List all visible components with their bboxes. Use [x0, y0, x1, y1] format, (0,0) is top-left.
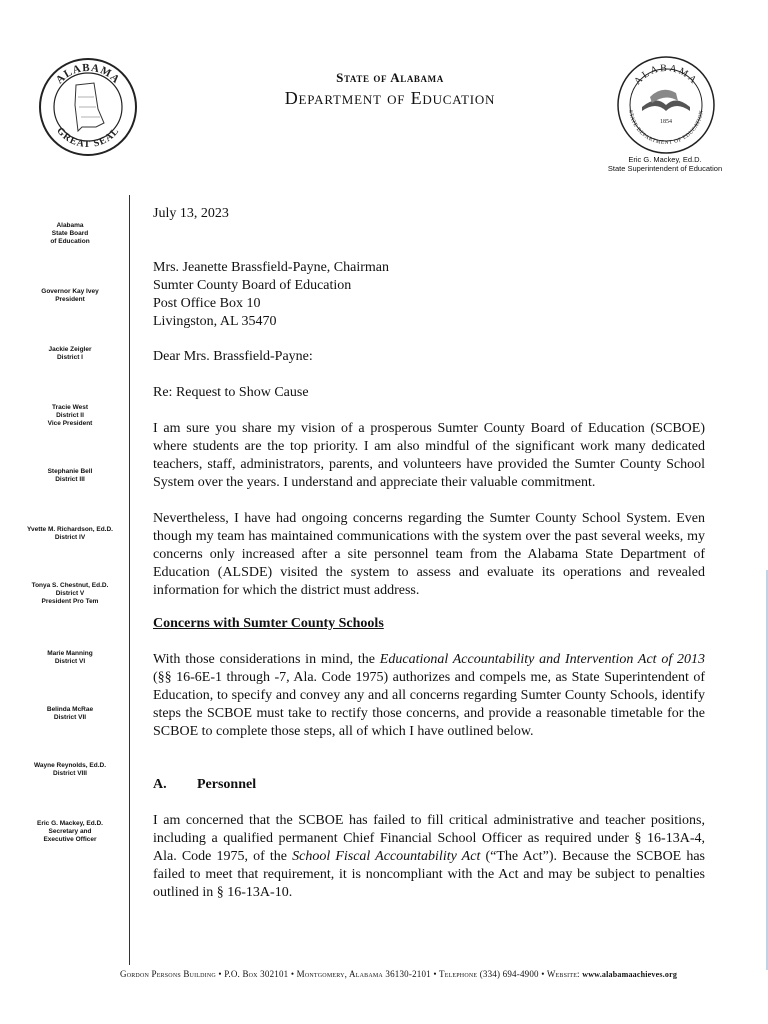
- letter-date: July 13, 2023: [153, 206, 229, 221]
- svg-text:GREAT SEAL: [54, 125, 121, 150]
- board-member: Jackie Zeigler District I: [48, 346, 92, 361]
- left-seal-text: ALABAMA: [53, 61, 123, 87]
- right-seal-text: ALABAMA: [632, 62, 700, 88]
- board-member: Tonya S. Chestnut, Ed.D. District V President Pro Tem: [31, 582, 109, 605]
- subject-line: Re: Request to Show Cause: [153, 385, 309, 400]
- salutation: Dear Mrs. Brassfield-Payne:: [153, 349, 313, 364]
- board-member: Eric G. Mackey, Ed.D. Secretary and Executive Officer: [37, 820, 103, 843]
- recipient-address: Mrs. Jeanette Brassfield-Payne, Chairman Sumter County Board of Education Post Office Box 10 Livingston, AL 35470: [153, 260, 389, 329]
- board-member: Tracie West District II Vice President: [47, 404, 93, 427]
- alabama-great-seal-logo: [38, 57, 138, 157]
- state-name: State of Alabama: [336, 70, 444, 85]
- right-seal-year: 1854: [660, 119, 672, 125]
- board-member: Belinda McRae District VII: [46, 706, 94, 721]
- paragraph: Nevertheless, I have had ongoing concerns regarding the Sumter County School System. Even though my team has maintained communications with the system over the past several weeks, my concerns only increased after a site personnel team from the Alabama State Department of Education (ALSDE) visited the system to assess and evaluate its operations and revealed information for which the district must address.: [153, 511, 705, 598]
- letterhead-footer: [120, 969, 760, 979]
- left-seal-bottom-text: GREAT SEAL: [54, 125, 122, 151]
- superintendent-title: State Superintendent of Education: [607, 164, 723, 173]
- board-member: Governor Kay Ivey President: [41, 288, 99, 303]
- letterhead-title: [200, 70, 580, 109]
- board-member: Wayne Reynolds, Ed.D. District VIII: [34, 762, 106, 777]
- svg-text:STATE DEPARTMENT OF EDUCATION: [627, 110, 705, 146]
- department-name: Department of Education: [284, 88, 496, 108]
- paragraph: I am sure you share my vision of a prosperous Sumter County Board of Education (SCBOE) where students are the top priority. I am also mindful of the significant work many dedicated teachers, staff, administrators, parents, and volunteers have provided the Sumter County School System over the years. I understand and appreciate their valuable commitment.: [153, 421, 705, 490]
- superintendent-block: [575, 155, 755, 173]
- board-title: Alabama State Board of Education: [50, 222, 90, 245]
- department-seal-logo: [616, 55, 716, 155]
- footer-address: Gordon Persons Building • P.O. Box 302101 • Montgomery, Alabama 36130-2101 • Telephone (334) 694-4900 • Website:: [120, 969, 583, 979]
- right-seal-bottom-text: STATE DEPARTMENT OF EDUCATION: [627, 109, 705, 147]
- superintendent-name: Eric G. Mackey, Ed.D.: [628, 155, 702, 164]
- paragraph: With those considerations in mind, the Educational Accountability and Intervention Act of 2013 (§§ 16-6E-1 through -7, Ala. Code 1975) authorizes and compels me, as State Superintendent of Education, to specify and convey any and all concerns regarding Sumter County Schools, identify steps the SCBOE must take to rectify those concerns, and provide a reasonable timetable for the SCBOE to complete those steps, all of which I have outlined below.: [153, 652, 705, 739]
- board-member: Stephanie Bell District III: [47, 468, 93, 483]
- sidebar-divider: [129, 195, 130, 965]
- section-heading: Concerns with Sumter County Schools: [153, 616, 384, 631]
- board-member: Yvette M. Richardson, Ed.D. District IV: [27, 526, 113, 541]
- subsection-heading: A. Personnel: [153, 777, 257, 792]
- board-member: Marie Manning District VI: [47, 650, 93, 665]
- footer-website-link[interactable]: www.alabamaachieves.org: [582, 970, 678, 979]
- paragraph: I am concerned that the SCBOE has failed to fill critical administrative and teacher positions, including a qualified permanent Chief Financial School Officer as required under § 16-13A-4, Ala. Code 1975, of the School Fiscal Accountability Act (“The Act”). Because the SCBOE has failed to meet that requirement, it is noncompliant with the Act and may be subject to penalties outlined in § 16-13A-10.: [153, 813, 706, 900]
- svg-text:ALABAMA: [632, 63, 700, 87]
